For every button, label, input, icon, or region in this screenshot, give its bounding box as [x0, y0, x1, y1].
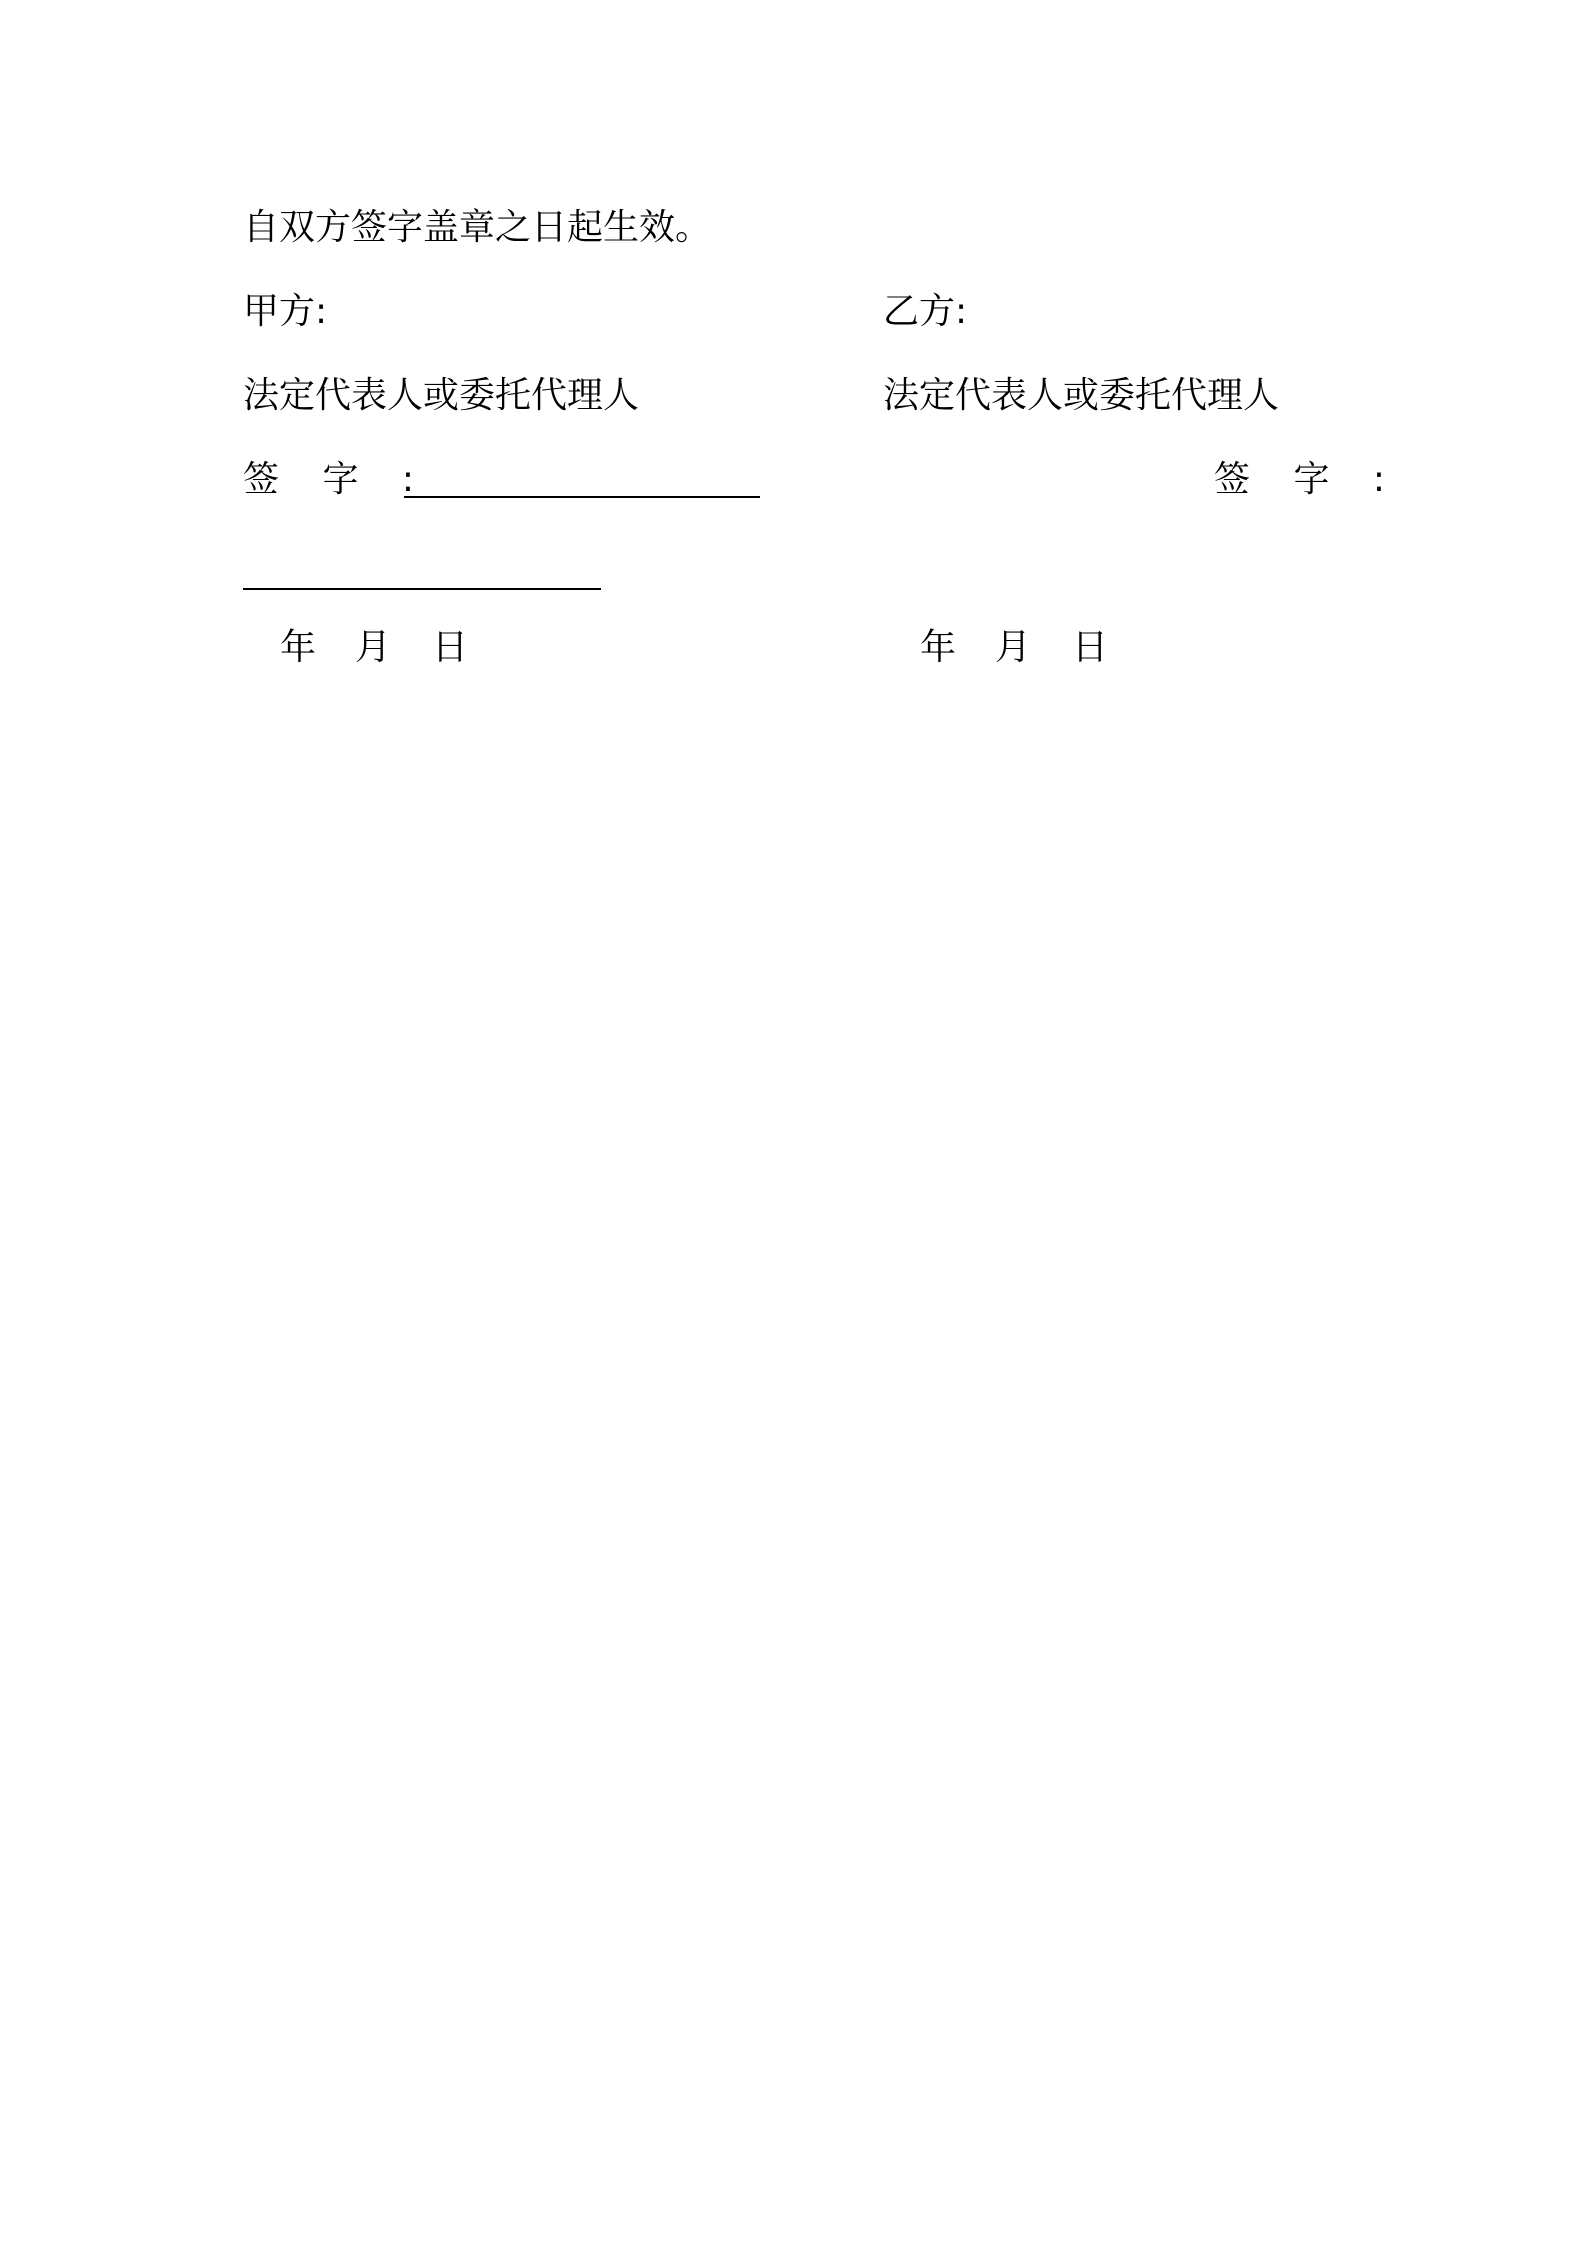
party-a-label: 甲方:: [243, 291, 328, 332]
party-a-date-year: 年: [280, 627, 317, 668]
party-a-date-day: 日: [432, 627, 469, 668]
party-a-signature-label: 签 字 :: [243, 459, 431, 500]
effective-clause: 自双方签字盖章之日起生效。: [243, 207, 712, 248]
party-a-date-month: 月: [355, 627, 392, 668]
party-b-date-month: 月: [995, 627, 1032, 668]
party-b-date-year: 年: [920, 627, 957, 668]
party-b-representative: 法定代表人或委托代理人: [883, 375, 1280, 416]
party-a-signature-line[interactable]: [404, 496, 760, 498]
party-b-date-day: 日: [1072, 627, 1109, 668]
party-a-representative: 法定代表人或委托代理人: [243, 375, 640, 416]
party-b-label: 乙方:: [883, 291, 968, 332]
party-b-signature-line[interactable]: [243, 588, 601, 590]
party-b-signature-label: 签 字 :: [1214, 459, 1402, 500]
